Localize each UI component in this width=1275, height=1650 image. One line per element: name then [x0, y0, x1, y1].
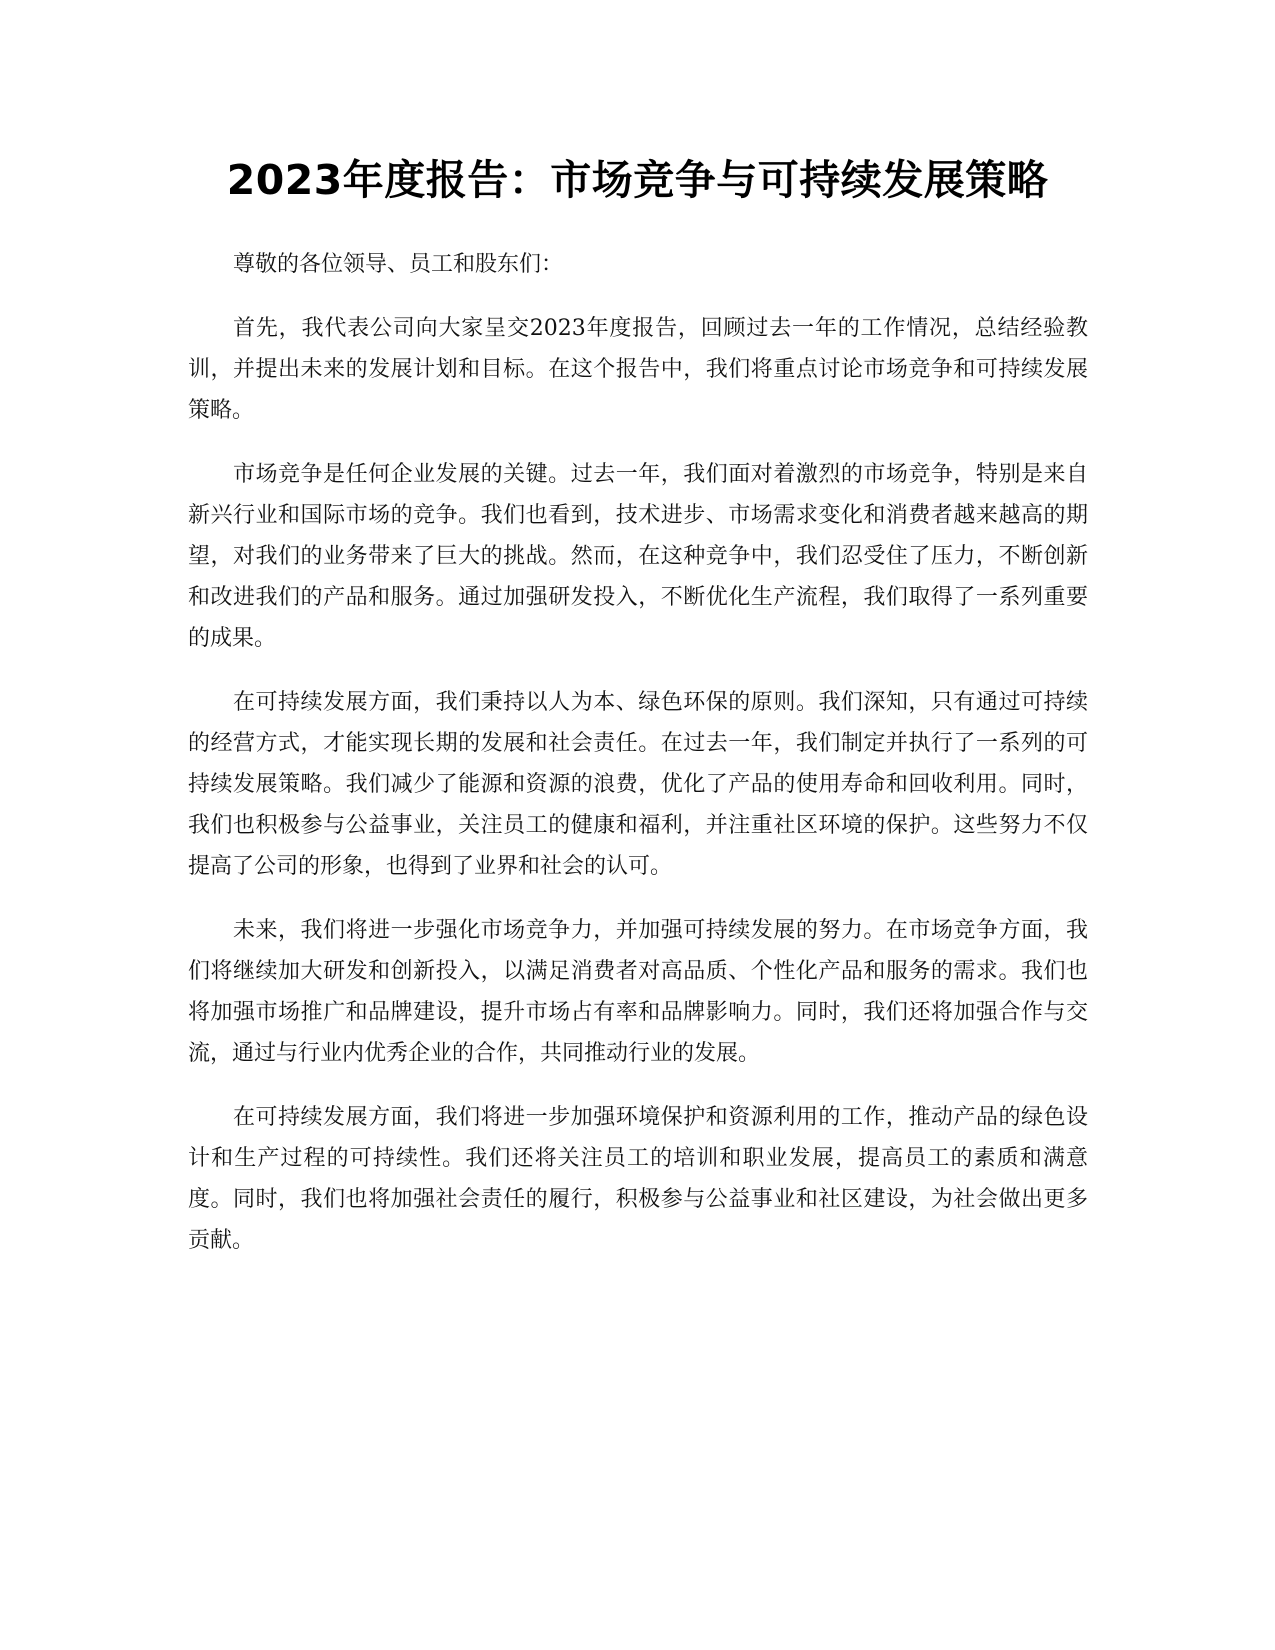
paragraph-future-sustainability: 在可持续发展方面，我们将进一步加强环境保护和资源利用的工作，推动产品的绿色设计和生产过程的可持续性。我们还将关注员工的培训和职业发展，提高员工的素质和满意度。同时，我们也将加强社会责任的履行，积极参与公益事业和社区建设，为社会做出更多贡献。	[188, 1105, 1088, 1253]
paragraph-future-market: 未来，我们将进一步强化市场竞争力，并加强可持续发展的努力。在市场竞争方面，我们将继续加大研发和创新投入，以满足消费者对高品质、个性化产品和服务的需求。我们也将加强市场推广和品牌建设，提升市场占有率和品牌影响力。同时，我们还将加强合作与交流，通过与行业内优秀企业的合作，共同推动行业的发展。	[188, 918, 1088, 1066]
document-title: 2023年度报告：市场竞争与可持续发展策略	[226, 156, 1049, 204]
paragraph-sustainability: 在可持续发展方面，我们秉持以人为本、绿色环保的原则。我们深知，只有通过可持续的经营方式，才能实现长期的发展和社会责任。在过去一年，我们制定并执行了一系列的可持续发展策略。我们减少了能源和资源的浪费，优化了产品的使用寿命和回收利用。同时，我们也积极参与公益事业，关注员工的健康和福利，并注重社区环境的保护。这些努力不仅提高了公司的形象，也得到了业界和社会的认可。	[188, 690, 1088, 879]
document-body	[188, 244, 1088, 1284]
paragraph-intro: 首先，我代表公司向大家呈交2023年度报告，回顾过去一年的工作情况，总结经验教训，并提出未来的发展计划和目标。在这个报告中，我们将重点讨论市场竞争和可持续发展策略。	[188, 316, 1088, 423]
paragraph-salutation: 尊敬的各位领导、员工和股东们：	[233, 252, 564, 277]
paragraph-market-competition: 市场竞争是任何企业发展的关键。过去一年，我们面对着激烈的市场竞争，特别是来自新兴行业和国际市场的竞争。我们也看到，技术进步、市场需求变化和消费者越来越高的期望，对我们的业务带来了巨大的挑战。然而，在这种竞争中，我们忍受住了压力，不断创新和改进我们的产品和服务。通过加强研发投入，不断优化生产流程，我们取得了一系列重要的成果。	[188, 462, 1088, 651]
